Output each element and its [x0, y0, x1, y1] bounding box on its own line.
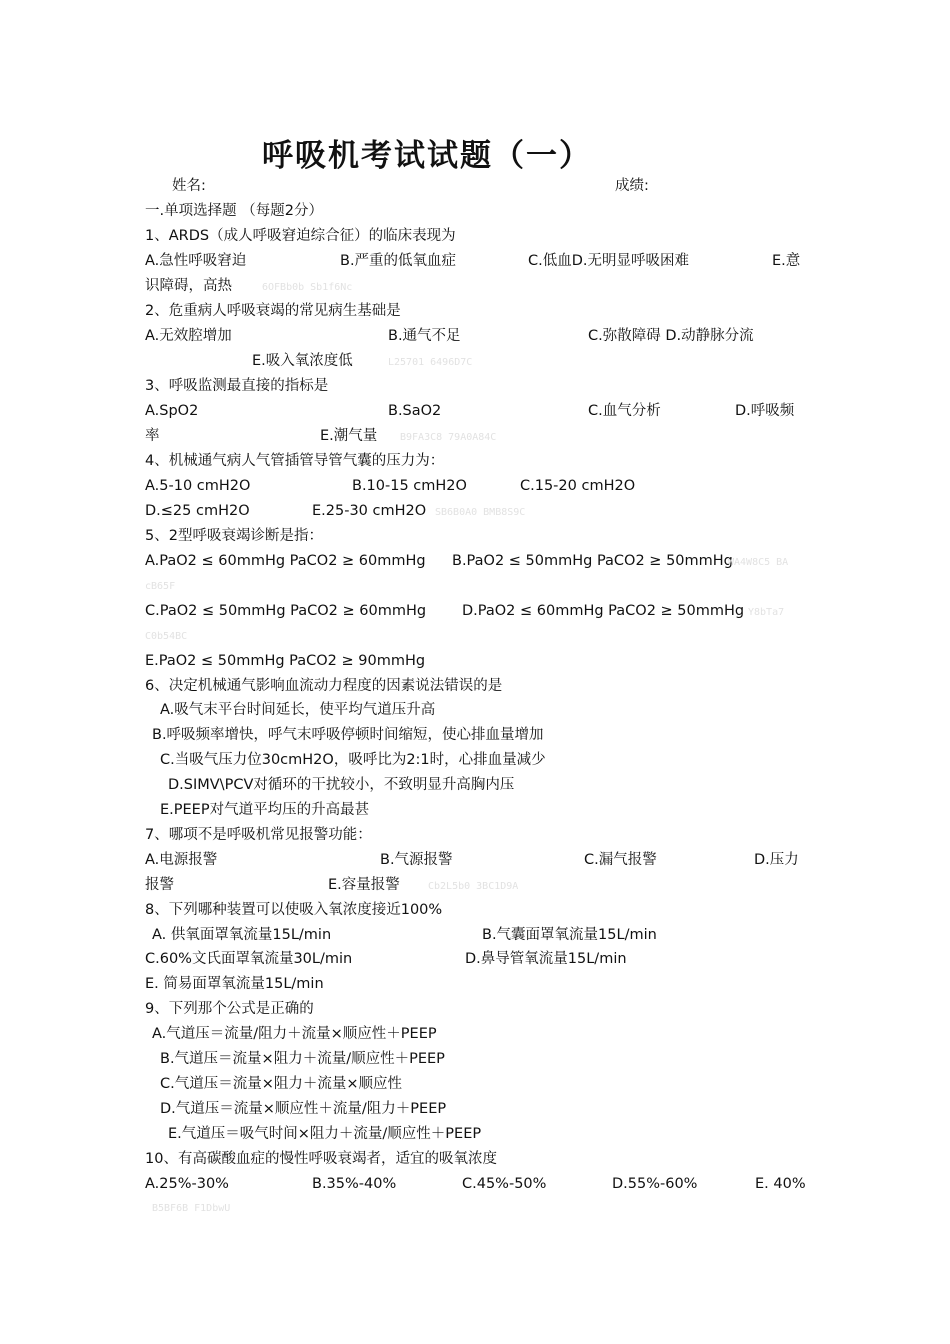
question-9-stem: 9、下列那个公式是正确的 [145, 1001, 314, 1017]
q7-option-b: B.气源报警 [380, 852, 453, 868]
q7-option-e: E.容量报警 [328, 877, 400, 893]
watermark-text: B5BF6B F1DbwU [152, 1203, 231, 1214]
score-label: 成绩: [615, 178, 649, 194]
q6-option-c: C.当吸气压力位30cmH2O，吸呼比为2:1时，心排血量减少 [160, 752, 546, 768]
question-7-stem: 7、哪项不是呼吸机常见报警功能： [145, 827, 372, 843]
q9-option-b: B.气道压＝流量×阻力＋流量/顺应性＋PEEP [160, 1051, 445, 1067]
q1-option-e-cont: 识障碍，高热 [145, 278, 232, 294]
q3-option-b: B.SaO2 [388, 403, 442, 419]
q7-option-a: A.电源报警 [145, 852, 218, 868]
question-8-stem: 8、下列哪种装置可以使吸入氧浓度接近100% [145, 902, 443, 918]
watermark-text: Y8bTa7 [748, 607, 785, 618]
q7-option-d: D.压力 [754, 852, 799, 868]
q2-option-a: A.无效腔增加 [145, 328, 232, 344]
section-heading: 一.单项选择题 （每题2分） [145, 203, 323, 219]
q7-option-d-cont: 报警 [145, 877, 174, 893]
q1-option-e: E.意 [772, 253, 801, 269]
q5-option-e: E.PaO2 ≤ 50mmHg PaCO2 ≥ 90mmHg [145, 653, 426, 669]
question-3-stem: 3、呼吸监测最直接的指标是 [145, 378, 329, 394]
question-6-stem: 6、决定机械通气影响血流动力程度的因素说法错误的是 [145, 678, 503, 694]
q3-option-d-cont: 率 [145, 428, 160, 444]
question-5-stem: 5、2型呼吸衰竭诊断是指： [145, 528, 323, 544]
q1-option-cd: C.低血D.无明显呼吸困难 [528, 253, 690, 269]
q9-option-a: A.气道压＝流量/阻力＋流量×顺应性＋PEEP [152, 1026, 437, 1042]
q6-option-e: E.PEEP对气道平均压的升高最甚 [160, 802, 370, 818]
name-label: 姓名: [172, 178, 206, 194]
q10-option-d: D.55%-60% [612, 1176, 698, 1192]
question-2-stem: 2、危重病人呼吸衰竭的常见病生基础是 [145, 303, 401, 319]
watermark-text: Cb2L5b0 3BC1D9A [428, 881, 519, 892]
watermark-text: SB6B0A0 BMB8S9C [435, 507, 526, 518]
q3-option-a: A.SpO2 [145, 403, 199, 419]
q8-option-b: B.气囊面罩氧流量15L/min [482, 927, 657, 943]
q2-option-b: B.通气不足 [388, 328, 461, 344]
q10-option-a: A.25%-30% [145, 1176, 229, 1192]
q10-option-c: C.45%-50% [462, 1176, 547, 1192]
q4-option-d: D.≤25 cmH2O [145, 503, 250, 519]
watermark-text: cB65F [145, 581, 176, 592]
question-10-stem: 10、有高碳酸血症的慢性呼吸衰竭者，适宜的吸氧浓度 [145, 1151, 497, 1167]
q6-option-a: A.吸气末平台时间延长，使平均气道压升高 [160, 702, 436, 718]
q6-option-d: D.SIMV\PCV对循环的干扰较小，不致明显升高胸内压 [168, 777, 515, 793]
q10-option-b: B.35%-40% [312, 1176, 397, 1192]
q3-option-e: E.潮气量 [320, 428, 378, 444]
q4-option-e: E.25-30 cmH2O [312, 503, 427, 519]
q9-option-d: D.气道压＝流量×顺应性＋流量/阻力＋PEEP [160, 1101, 447, 1117]
q3-option-c: C.血气分析 [588, 403, 661, 419]
q8-option-c: C.60%文氏面罩氧流量30L/min [145, 951, 353, 967]
q5-option-c: C.PaO2 ≤ 50mmHg PaCO2 ≥ 60mmHg [145, 603, 427, 619]
q7-option-c: C.漏气报警 [584, 852, 657, 868]
q1-option-a: A.急性呼吸窘迫 [145, 253, 247, 269]
q9-option-c: C.气道压＝流量×阻力＋流量×顺应性 [160, 1076, 403, 1092]
q5-option-a: A.PaO2 ≤ 60mmHg PaCO2 ≥ 60mmHg [145, 553, 426, 569]
q8-option-d: D.鼻导管氧流量15L/min [465, 951, 627, 967]
watermark-text: 6OFBb0b Sb1f6Nc [262, 282, 353, 293]
q1-option-b: B.严重的低氧血症 [340, 253, 457, 269]
q9-option-e: E.气道压＝吸气时间×阻力＋流量/顺应性＋PEEP [168, 1126, 482, 1142]
q4-option-c: C.15-20 cmH2O [520, 478, 636, 494]
q5-option-d: D.PaO2 ≤ 60mmHg PaCO2 ≥ 50mmHg [462, 603, 745, 619]
q4-option-a: A.5-10 cmH2O [145, 478, 251, 494]
q10-option-e: E. 40% [755, 1176, 806, 1192]
q2-option-e: E.吸入氧浓度低 [252, 353, 353, 369]
question-4-stem: 4、机械通气病人气管插管导管气囊的压力为： [145, 453, 445, 469]
q8-option-e: E. 简易面罩氧流量15L/min [145, 976, 324, 992]
q3-option-d: D.呼吸频 [735, 403, 795, 419]
watermark-text: WA4W8C5 BA [728, 557, 789, 568]
watermark-text: C0b54BC [145, 631, 188, 642]
watermark-text: B9FA3C8 79A0A84C [400, 432, 497, 443]
question-1-stem: 1、ARDS（成人呼吸窘迫综合征）的临床表现为 [145, 228, 456, 244]
watermark-text: L25701 6496D7C [388, 357, 473, 368]
q6-option-b: B.呼吸频率增快，呼气末呼吸停顿时间缩短，使心排血量增加 [152, 727, 544, 743]
q8-option-a: A. 供氧面罩氧流量15L/min [152, 927, 332, 943]
q2-option-cd: C.弥散障碍 D.动静脉分流 [588, 328, 754, 344]
page-title: 呼吸机考试试题（一） [262, 138, 592, 174]
q5-option-b: B.PaO2 ≤ 50mmHg PaCO2 ≥ 50mmHg [452, 553, 733, 569]
q4-option-b: B.10-15 cmH2O [352, 478, 467, 494]
